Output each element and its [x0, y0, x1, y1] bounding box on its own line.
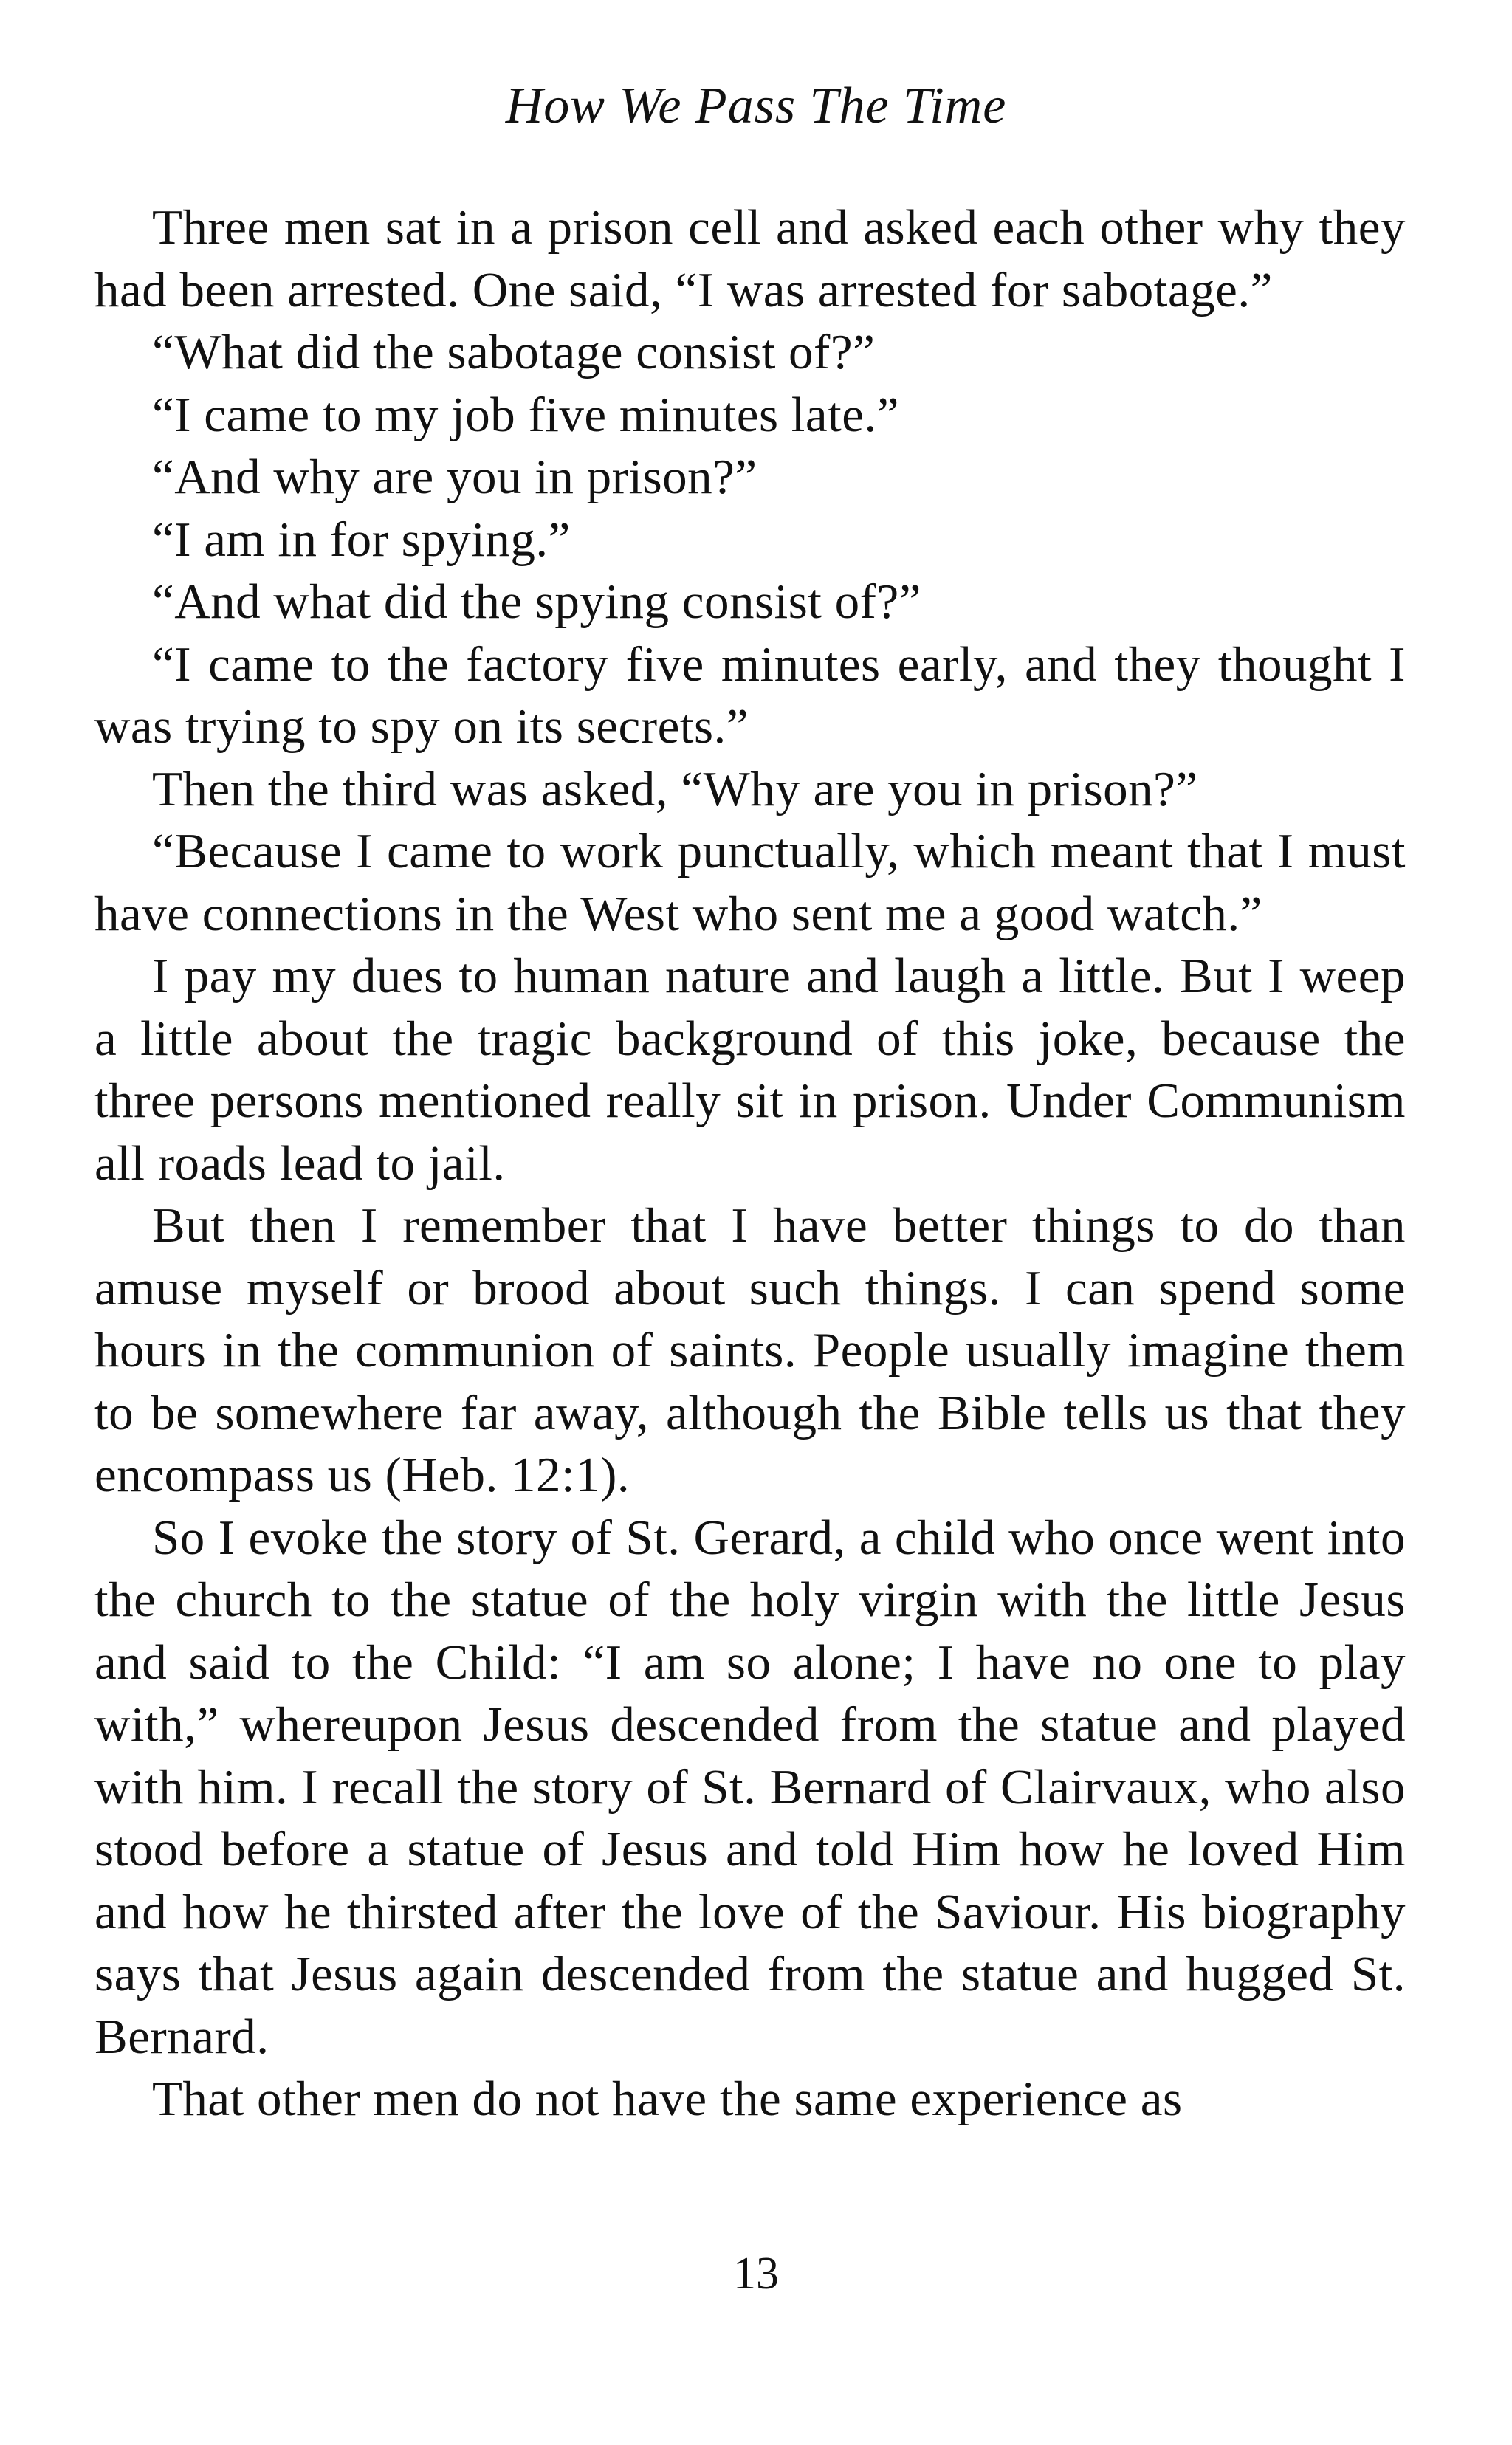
- running-head: How We Pass The Time: [505, 78, 1007, 134]
- paragraph-early-answer: “I came to the factory five minutes early, and they thought I was trying to spy on its secrets.”: [94, 636, 1406, 754]
- paragraph-communion-of-saints: But then I remember that I have better things to do than amuse myself or brood about such things. I can spend some hours in the communion of saints. People usually imagine them to be somewhere far away, although the Bible tells us that they encompass us (Heb. 12:1).: [94, 1198, 1406, 1502]
- paragraph-other-men: That other men do not have the same experience as: [152, 2071, 1183, 2126]
- paragraph-spying: “I am in for spying.”: [152, 512, 571, 567]
- paragraph-why-prison: “And why are you in prison?”: [152, 450, 757, 504]
- paragraph-spying-question: “And what did the spying consist of?”: [152, 574, 921, 629]
- paragraph-sabotage-question: “What did the sabotage consist of?”: [152, 325, 876, 379]
- paragraph-punctual-answer: “Because I came to work punctually, which meant that I must have connections in the West who sent me a good watch.”: [94, 824, 1406, 941]
- paragraph-late-answer: “I came to my job five minutes late.”: [152, 387, 899, 442]
- paragraph-human-nature: I pay my dues to human nature and laugh a little. But I weep a little about the tragic background of this joke, because the three persons mentioned really sit in prison. Under Communism all roads lead to jail.: [94, 949, 1406, 1191]
- paragraph-st-gerard: So I evoke the story of St. Gerard, a child who once went into the church to the statue of the holy virgin with the little Jesus and said to the Child: “I am so alone; I have no one to play with,” whereupon Jesus descended from the statue and played with him. I recall the story of St. Bernard of Clairvaux, who also stood before a statue of Jesus and told Him how he loved Him and how he thirsted after the love of the Saviour. His biography says that Jesus again descended from the statue and hugged St. Bernard.: [94, 1510, 1406, 2064]
- page-number: 13: [733, 2249, 779, 2299]
- body-text: [94, 196, 1406, 2131]
- paragraph-prison-cell: Three men sat in a prison cell and asked each other why they had been arrested. One said, “I was arrested for sabotage.”: [94, 200, 1406, 317]
- paragraph-third-asked: Then the third was asked, “Why are you in prison?”: [152, 761, 1198, 816]
